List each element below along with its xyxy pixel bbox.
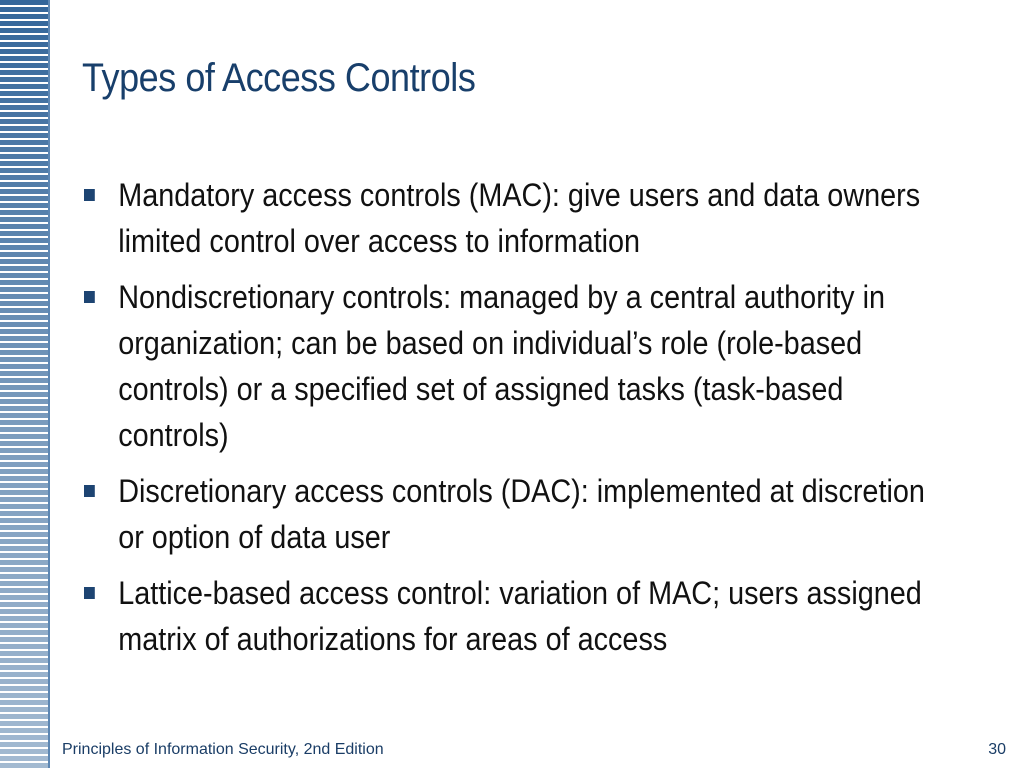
bullet-item bbox=[84, 570, 948, 662]
footer-text: Principles of Information Security, 2nd Edition bbox=[62, 741, 384, 758]
bullet-text: Mandatory access controls (MAC): give users and data owners limited control over access to information bbox=[118, 177, 921, 259]
decorative-stripe-edge bbox=[48, 0, 50, 768]
square-bullet-icon bbox=[84, 291, 95, 303]
page-number: 30 bbox=[988, 741, 1006, 758]
bullet-item bbox=[84, 468, 948, 560]
bullet-list bbox=[84, 172, 948, 672]
bullet-item bbox=[84, 172, 948, 264]
bullet-text: Discretionary access controls (DAC): implemented at discretion or option of data user bbox=[118, 473, 925, 555]
square-bullet-icon bbox=[84, 485, 95, 497]
square-bullet-icon bbox=[84, 587, 95, 599]
decorative-stripe-bar bbox=[0, 0, 48, 768]
bullet-text: Lattice-based access control: variation of MAC; users assigned matrix of authorizations for areas of access bbox=[118, 575, 922, 657]
bullet-item bbox=[84, 274, 948, 458]
slide-title: Types of Access Controls bbox=[82, 56, 476, 100]
square-bullet-icon bbox=[84, 189, 95, 201]
bullet-text: Nondiscretionary controls: managed by a central authority in organization; can be based on individual’s role (role-based controls) or a specified set of assigned tasks (task-based controls) bbox=[118, 279, 885, 453]
